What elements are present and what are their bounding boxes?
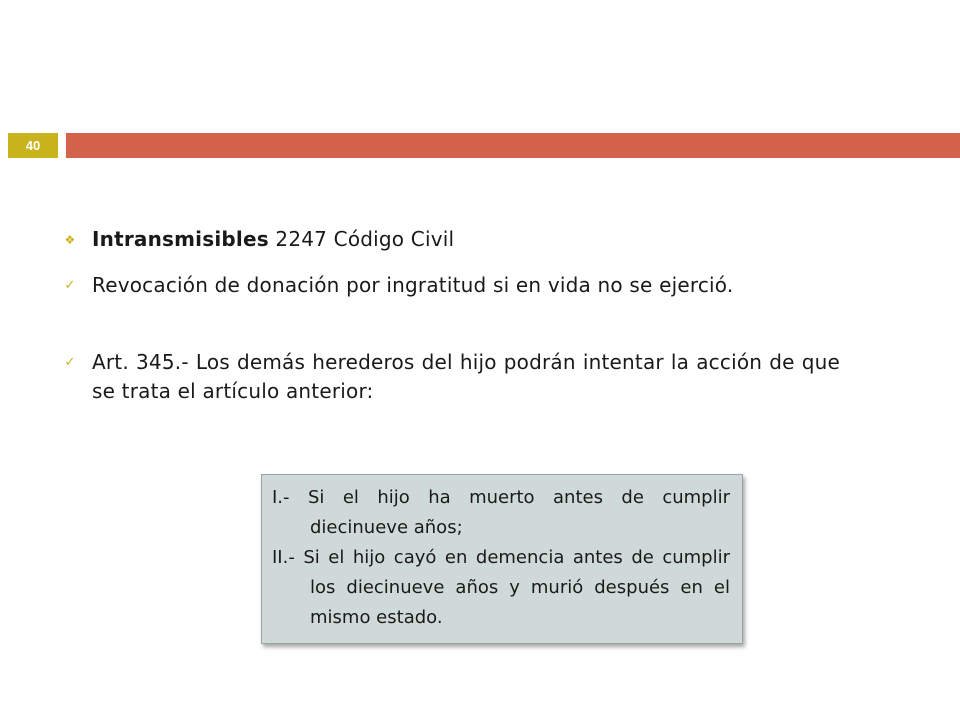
check-bullet-icon: ✓: [64, 355, 76, 370]
bullet-item-art-345: [60, 348, 840, 406]
bullet-title: Intransmisibles: [92, 227, 269, 251]
callout-item-2: II.- Si el hijo cayó en demencia antes de cumplir los diecinueve años y murió después en el mismo estado.: [272, 547, 730, 628]
bullet-text: Revocación de donación por ingratitud si en vida no se ejerció.: [92, 273, 734, 297]
check-bullet-icon: ✓: [64, 278, 76, 293]
callout-item-1: I.- Si el hijo ha muerto antes de cumplir diecinueve años;: [272, 487, 730, 538]
callout-box: [261, 474, 743, 644]
bullet-text: Art. 345.- Los demás herederos del hijo podrán intentar la acción de que se trata el artículo anterior:: [92, 350, 840, 403]
bullet-item-revocacion: [60, 271, 840, 300]
diamond-cross-bullet-icon: ❖: [64, 233, 76, 247]
slide-number-badge: [8, 133, 58, 158]
bullet-item-intransmisibles: [60, 225, 840, 254]
slide-number: 40: [25, 138, 41, 153]
slide-content: [60, 222, 840, 406]
header-bar: [66, 133, 960, 158]
bullet-text: 2247 Código Civil: [268, 227, 455, 251]
